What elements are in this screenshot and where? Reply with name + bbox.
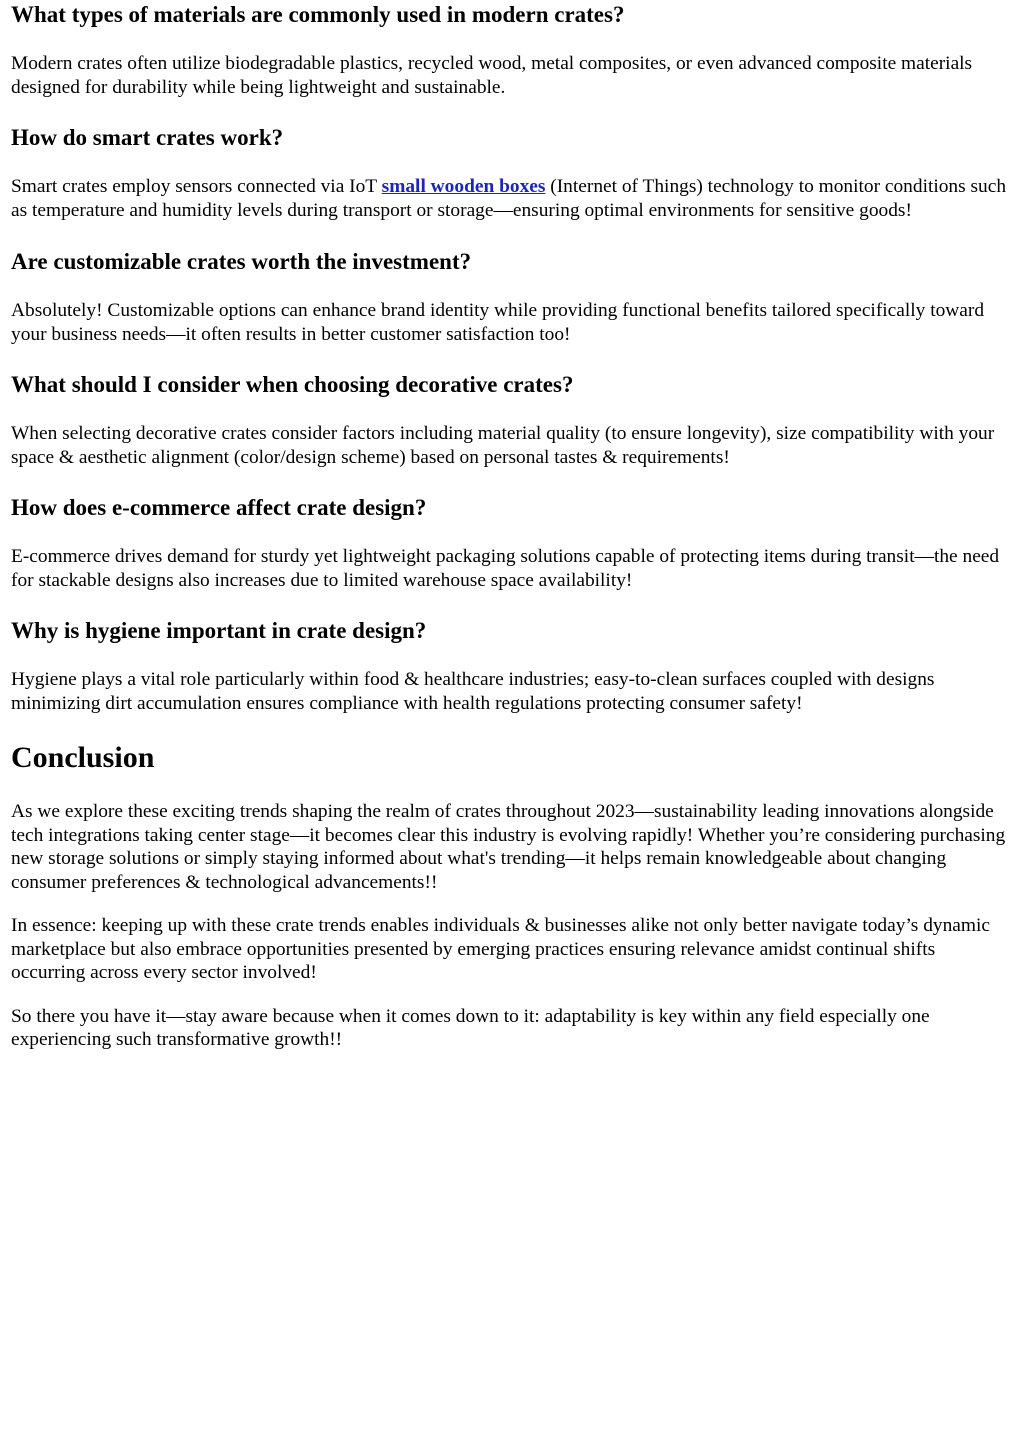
small-wooden-boxes-link[interactable]: small wooden boxes (381, 176, 546, 197)
faq-question-smart-crates: How do smart crates work? (11, 125, 284, 150)
faq-question-decorative: What should I consider when choosing decorative crates? (11, 372, 574, 397)
faq-answer-smart-crates (11, 175, 1014, 222)
faq-answer-decorative: When selecting decorative crates consider factors including material quality (to ensure longevity), size compatibility with your space & aesthetic alignment (color/design scheme) based on personal tastes & requirements! (11, 423, 995, 468)
faq-question-ecommerce: How does e-commerce affect crate design? (11, 495, 427, 520)
faq-question-materials: What types of materials are commonly used in modern crates? (11, 2, 625, 27)
faq-answer-ecommerce: E-commerce drives demand for sturdy yet lightweight packaging solutions capable of protecting items during transit—the need for stackable designs also increases due to limited warehouse space availability! (11, 546, 1000, 591)
faq-question-customizable: Are customizable crates worth the investment? (11, 249, 472, 274)
conclusion-heading: Conclusion (11, 741, 155, 774)
faq-answer-customizable: Absolutely! Customizable options can enhance brand identity while providing functional benefits tailored specifically toward your business needs—it often results in better customer satisfaction too! (11, 300, 985, 345)
faq-question-hygiene: Why is hygiene important in crate design? (11, 618, 427, 643)
conclusion-paragraph: In essence: keeping up with these crate trends enables individuals & businesses alike not only better navigate today’s dynamic marketplace but also embrace opportunities presented by emerging practices ensuring relevance amidst continual shifts occurring across every sector involved! (11, 915, 990, 983)
faq-answer-hygiene: Hygiene plays a vital role particularly within food & healthcare industries; easy-to-clean surfaces coupled with designs minimizing dirt accumulation ensures compliance with health regulations protecting consumer safety! (11, 669, 935, 714)
faq-answer-materials: Modern crates often utilize biodegradable plastics, recycled wood, metal composites, or even advanced composite materials designed for durability while being lightweight and sustainable. (11, 53, 973, 98)
conclusion-paragraph: So there you have it—stay aware because when it comes down to it: adaptability is key within any field especially one experiencing such transformative growth!! (11, 1005, 930, 1050)
conclusion-paragraph: As we explore these exciting trends shaping the realm of crates throughout 2023—sustainability leading innovations alongside tech integrations taking center stage—it becomes clear this industry is evolving rapidly! Whether you’re considering purchasing new storage solutions or simply staying informed about what's trending—it helps remain knowledgeable about changing consumer preferences & technological advancements!! (11, 801, 1006, 893)
answer-text-after-link: (Internet of Things) technology to monitor conditions such as temperature and humidity levels during transport or storage—ensuring optimal environments for sensitive goods! (11, 176, 1007, 221)
answer-text-before-link: Smart crates employ sensors connected via IoT (11, 176, 382, 197)
